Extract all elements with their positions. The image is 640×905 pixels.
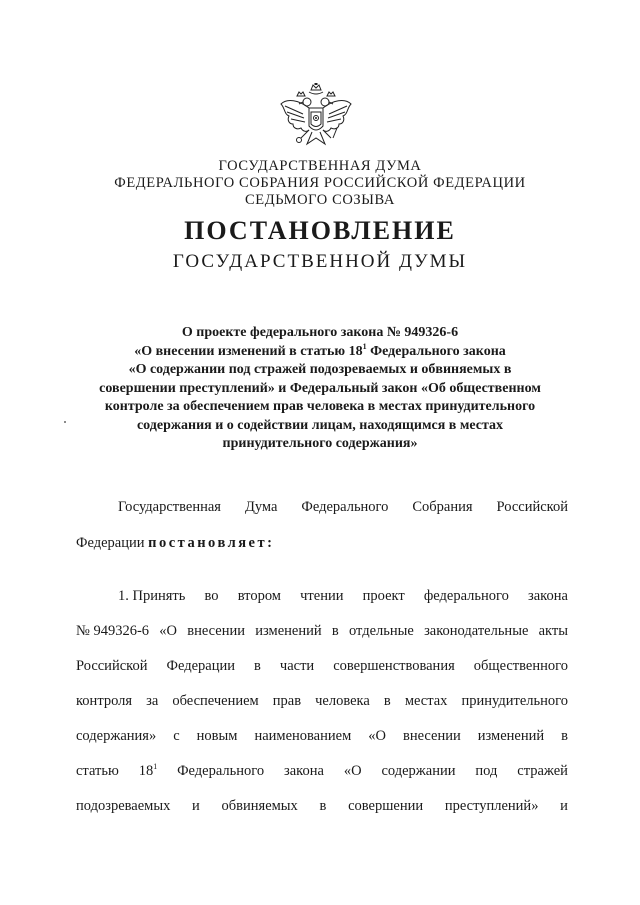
subject-line: контроле за обеспечением прав человека в местах принудительного xyxy=(104,399,536,414)
subject-line: содержания и о содействии лицам, находящимся в местах xyxy=(136,417,504,433)
text-word: содержании xyxy=(381,763,456,779)
text-word: части xyxy=(279,658,315,674)
text-word: контроля xyxy=(76,693,133,709)
item1-line-7 xyxy=(76,797,568,815)
text-word: Федерации xyxy=(166,658,235,674)
text-word: в xyxy=(254,658,261,674)
preamble-line-2 xyxy=(76,534,568,552)
document-title: ПОСТАНОВЛЕНИЕ xyxy=(184,216,456,245)
text-word: наименованием xyxy=(254,728,352,744)
text-word: принудительного xyxy=(461,693,568,709)
text-word: «О xyxy=(368,728,386,744)
text-word: 18 xyxy=(138,763,154,779)
text-word: чтении xyxy=(300,588,344,604)
text-word: Федерального xyxy=(177,763,265,779)
subject-line xyxy=(60,343,580,362)
subject-line: принудительного содержания» xyxy=(222,436,418,451)
superscript: 1 xyxy=(153,762,158,771)
text-word: прав xyxy=(272,693,302,709)
text-word: изменений xyxy=(255,623,322,639)
text-word: и xyxy=(560,798,568,814)
text-word: новым xyxy=(196,728,238,744)
text-word: Дума xyxy=(244,499,278,515)
text-word: 1. Принять xyxy=(118,588,186,604)
text-word: изменений xyxy=(477,728,545,744)
subject-heading xyxy=(60,324,580,454)
item1-line-6 xyxy=(76,762,568,780)
text-word: и xyxy=(192,798,200,814)
text-word: отдельные xyxy=(349,623,414,639)
resolution-verb: постановляет: xyxy=(148,535,275,551)
text-word: Государственная xyxy=(118,499,221,515)
text-word: преступлений» xyxy=(444,798,539,814)
header-line-3: СЕДЬМОГО СОЗЫВА xyxy=(245,192,395,208)
text-word: втором xyxy=(237,588,281,604)
text-word: общественного xyxy=(473,658,568,674)
item1-line-2 xyxy=(76,622,568,640)
item1-line-3 xyxy=(76,657,568,675)
superscript: 1 xyxy=(362,341,367,351)
text-word: в xyxy=(331,623,339,639)
preamble-line-1 xyxy=(118,498,568,516)
item1-line-4 xyxy=(76,692,568,710)
text-word: за xyxy=(146,693,159,709)
text-word: в xyxy=(561,728,568,744)
text-word: местах xyxy=(404,693,448,709)
text-word: закона xyxy=(284,763,324,779)
text-word: № 949326-6 xyxy=(76,623,150,639)
text-word: закона xyxy=(528,588,568,604)
text-word: проект xyxy=(362,588,405,604)
text-word: «О внесении изменений в статью 18 xyxy=(134,343,363,359)
header-line-1: ГОСУДАРСТВЕННАЯ ДУМА xyxy=(218,158,422,174)
subject-line: «О содержании под стражей подозреваемых и обвиняемых в xyxy=(128,362,512,377)
document-subtitle: ГОСУДАРСТВЕННОЙ ДУМЫ xyxy=(172,251,468,272)
subject-line: совершении преступлений» и Федеральный закон «Об общественном xyxy=(99,380,541,396)
text-word: в xyxy=(383,693,391,709)
text-word: совершенствования xyxy=(333,658,455,674)
text-word: обеспечением xyxy=(172,693,259,709)
scan-speck xyxy=(64,421,66,423)
subject-line: О проекте федерального закона № 949326-6 xyxy=(181,325,459,340)
text-word: стражей xyxy=(517,763,568,779)
text-word: законодательные xyxy=(424,623,529,639)
text-word: статью xyxy=(76,763,119,779)
text-word: подозреваемых xyxy=(76,798,171,814)
text-word: содержания» xyxy=(76,728,157,744)
text-word: Федерации xyxy=(76,535,149,551)
text-word: Федерального закона xyxy=(366,343,506,359)
text-word: внесении xyxy=(187,623,246,639)
header-line-2: ФЕДЕРАЛЬНОГО СОБРАНИЯ РОССИЙСКОЙ ФЕДЕРАЦИИ xyxy=(114,175,526,191)
text-word: акты xyxy=(538,623,568,639)
text-word: Федерального xyxy=(301,499,389,515)
text-word: «О xyxy=(343,763,362,779)
item1-line-1 xyxy=(118,587,568,605)
text-word: в xyxy=(319,798,327,814)
text-word: «О xyxy=(159,623,178,639)
text-word: Российской xyxy=(76,658,148,674)
text-word: Российской xyxy=(496,499,568,515)
text-word: обвиняемых xyxy=(221,798,298,814)
coat-of-arms-emblem xyxy=(279,82,353,152)
text-word: внесении xyxy=(403,728,461,744)
text-word: Собрания xyxy=(412,499,473,515)
item1-line-5 xyxy=(76,727,568,745)
text-word: под xyxy=(475,763,498,779)
text-word: человека xyxy=(315,693,370,709)
text-word: с xyxy=(173,728,180,744)
text-word: совершении xyxy=(348,798,424,814)
text-word: во xyxy=(204,588,219,604)
text-word: федерального xyxy=(423,588,509,604)
